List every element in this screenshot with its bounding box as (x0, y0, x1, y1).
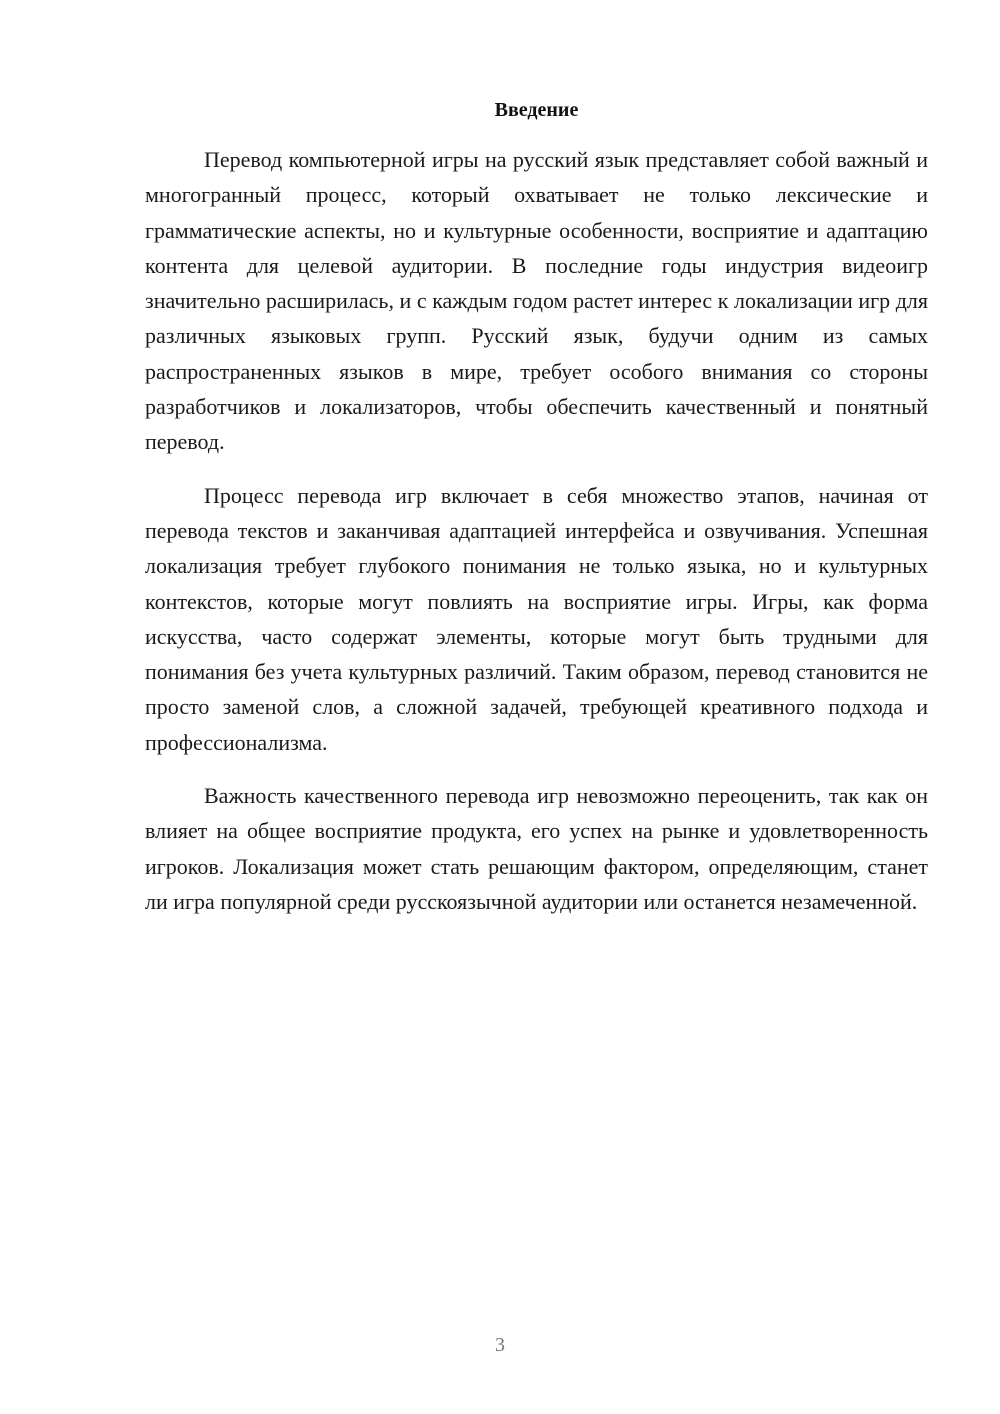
paragraph-2: Процесс перевода игр включает в себя множество этапов, начиная от перевода текстов и заканчивая адаптацией интерфейса и озвучивания. Успешная локализация требует глубокого понимания не только языка, но и культурных контекстов, которые могут повлиять на восприятие игры. Игры, как форма искусства, часто содержат элементы, которые могут быть трудными для понимания без учета культурных различий. Таким образом, перевод становится не просто заменой слов, а сложной задачей, требующей креативного подхода и профессионализма. (145, 482, 928, 755)
page-content (145, 96, 928, 937)
paragraph-1: Перевод компьютерной игры на русский язык представляет собой важный и многогранный процесс, который охватывает не только лексические и грамматические аспекты, но и культурные особенности, восприятие и адаптацию контента для целевой аудитории. В последние годы индустрия видеоигр значительно расширилась, и с каждым годом растет интерес к локализации игр для различных языковых групп. Русский язык, будучи одним из самых распространенных языков в мире, требует особого внимания со стороны разработчиков и локализаторов, чтобы обеспечить качественный и понятный перевод. (145, 147, 928, 455)
page-number: 3 (495, 1334, 505, 1356)
section-heading: Введение (494, 99, 579, 121)
paragraph-3: Важность качественного перевода игр невозможно переоценить, так как он влияет на общее восприятие продукта, его успех на рынке и удовлетворенность игроков. Локализация может стать решающим фактором, определяющим, станет ли игра популярной среди русскоязычной аудитории или останется незамеченной. (145, 783, 928, 914)
